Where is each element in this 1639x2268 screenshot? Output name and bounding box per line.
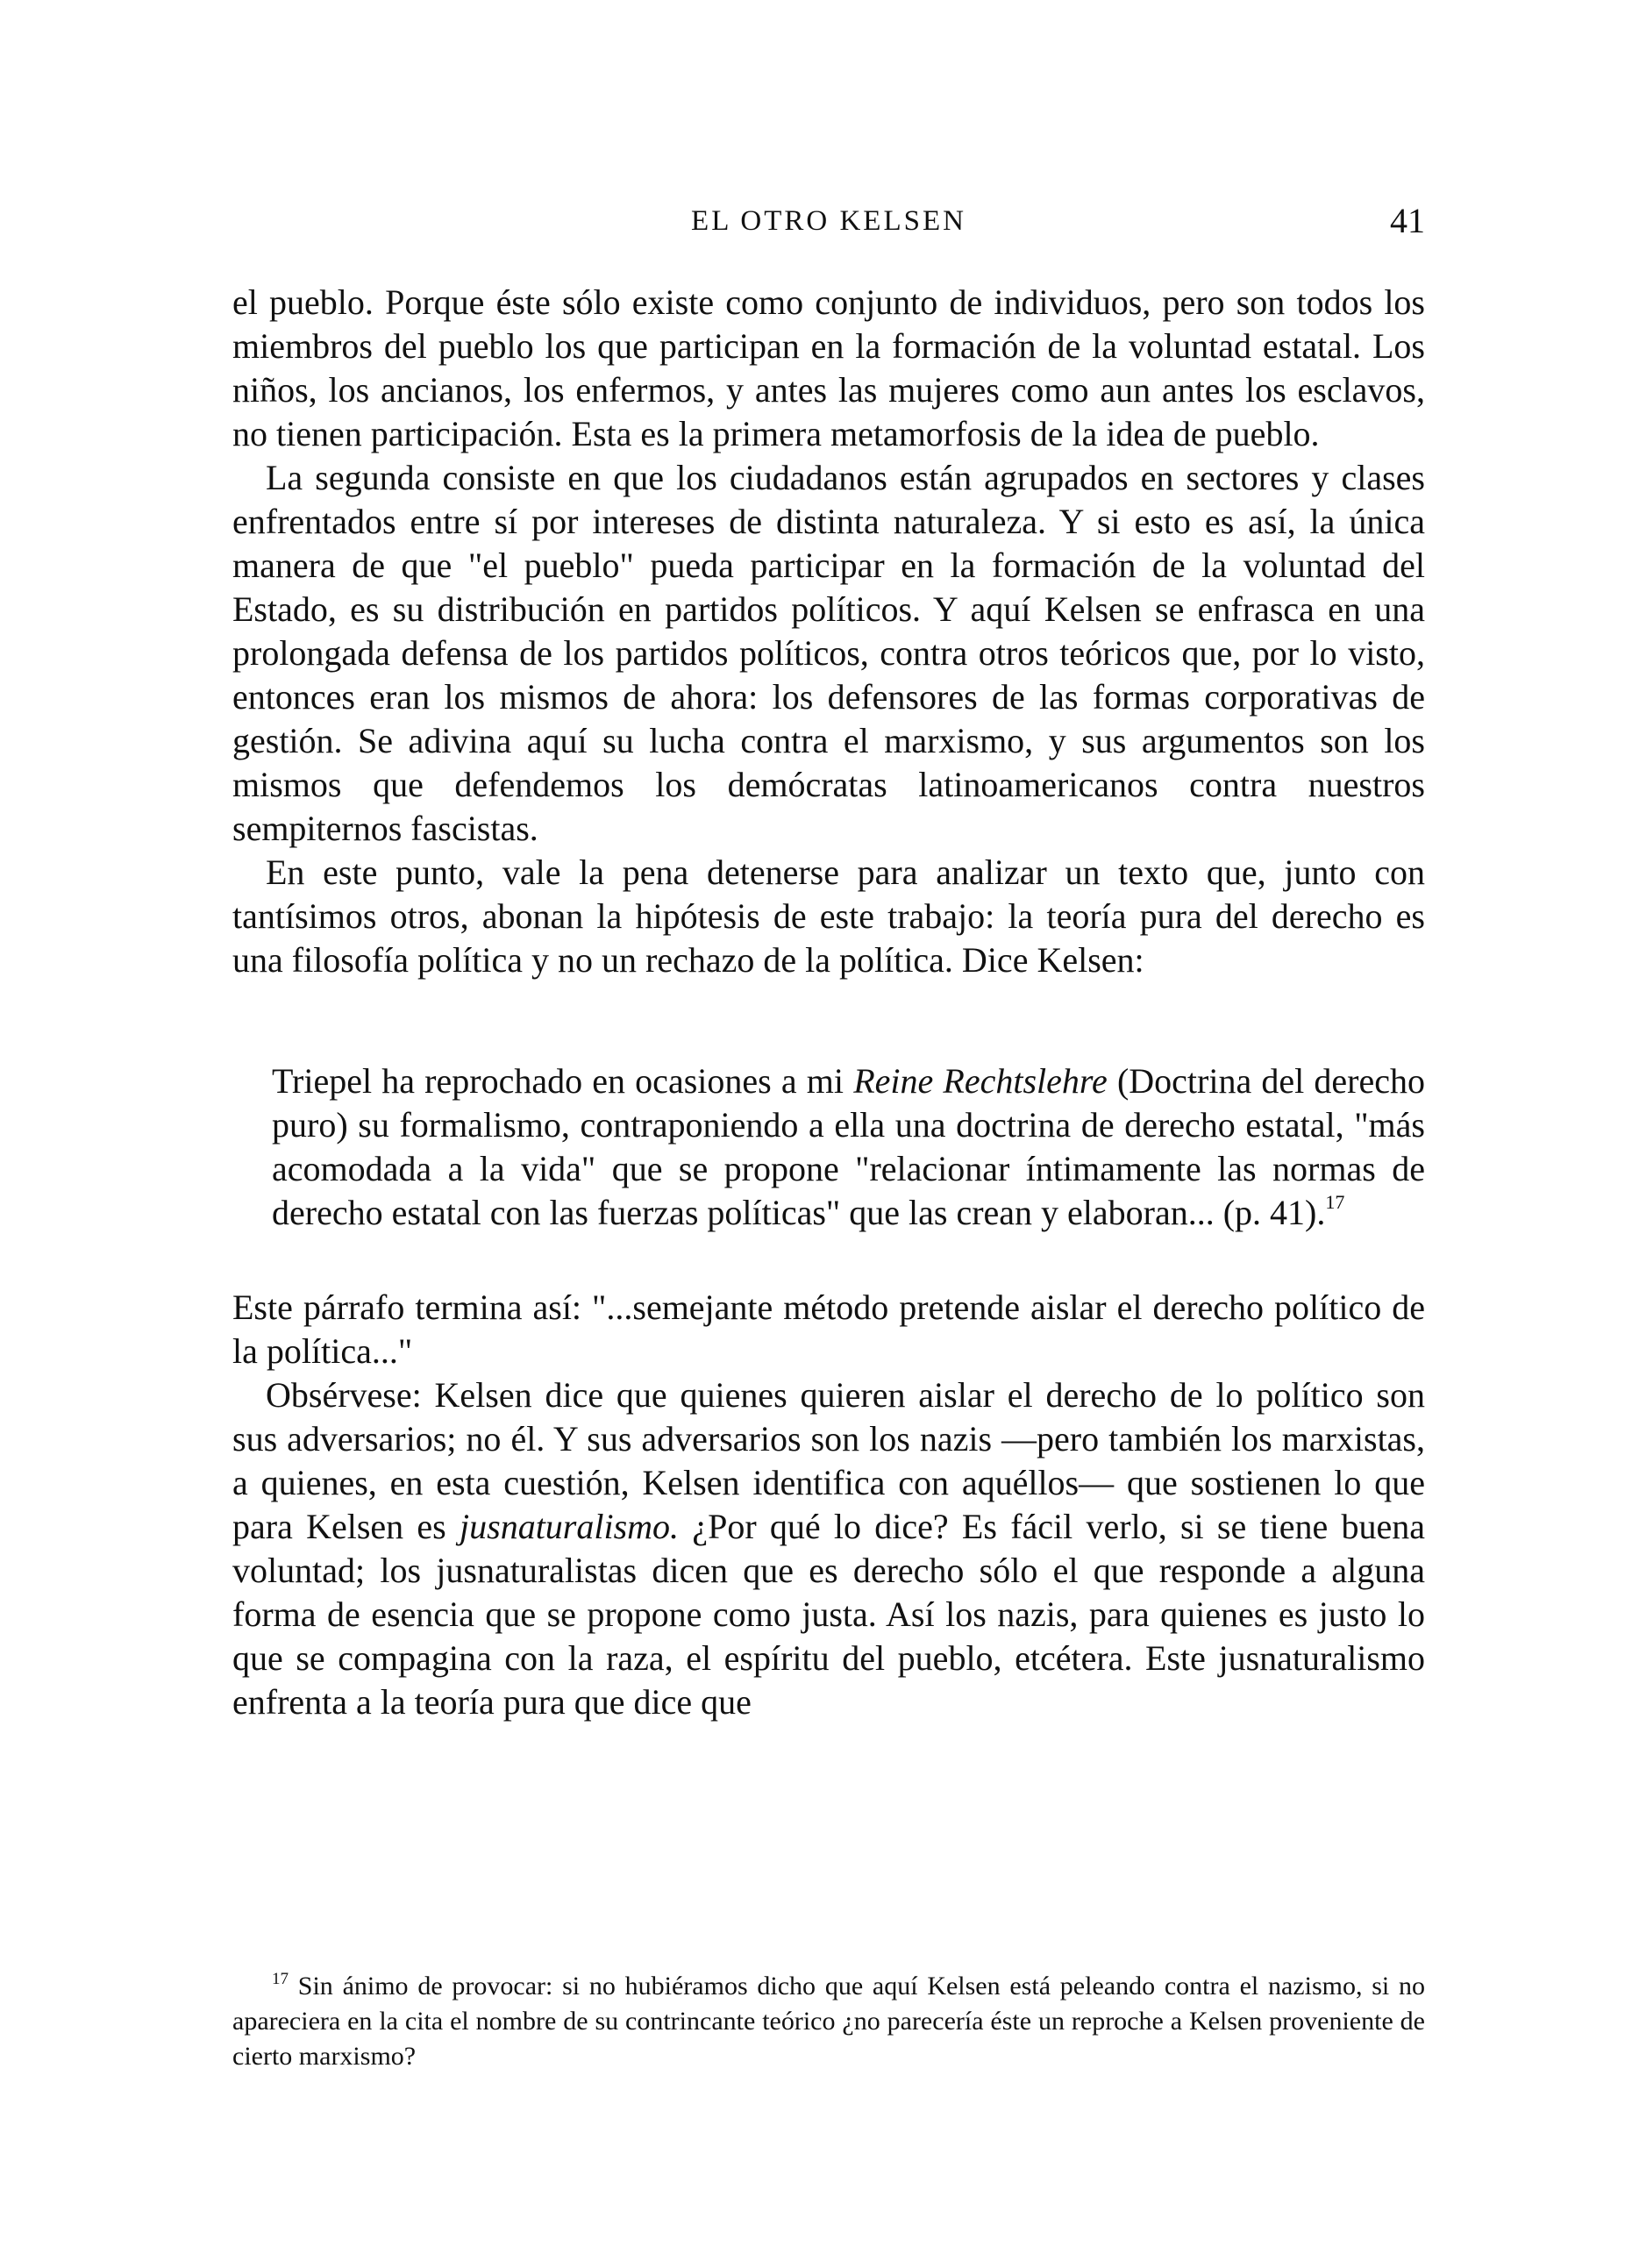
paragraph-5-start: Obsérvese: Kelsen dice que quienes quieren aislar el derecho de lo político son sus adversarios; no él. Y sus adversarios son los nazis —pero también los marxistas, a quienes, en esta cuestión, Kelsen identifica con aquéllos— que sostienen lo que para Kelsen es (232, 1375, 1425, 1546)
quote-book-title: Reine Rechtslehre (853, 1061, 1108, 1101)
page-number: 41 (1390, 201, 1425, 240)
main-text (232, 281, 1425, 1724)
paragraph-5 (232, 1373, 1425, 1724)
footnote-number: 17 (272, 1970, 289, 1988)
footnote-reference[interactable]: 17 (1325, 1191, 1345, 1213)
paragraph-1: el pueblo. Porque éste sólo existe como conjunto de individuos, pero son todos los miembros del pueblo los que participan en la formación de la voluntad estatal. Los niños, los ancianos, los enfermos, y antes las mujeres como aun antes los esclavos, no tienen participación. Esta es la primera metamorfosis de la idea de pueblo. (232, 282, 1425, 453)
paragraph-3: En este punto, vale la pena detenerse para analizar un texto que, junto con tantísimos otros, abonan la hipótesis de este trabajo: la teoría pura del derecho es una filosofía política y no un rechazo de la política. Dice Kelsen: (232, 852, 1425, 980)
paragraph-5-end: ¿Por qué lo dice? Es fácil verlo, si se tiene buena voluntad; los jusnaturalistas dicen que es derecho sólo el que responde a alguna forma de esencia que se propone como justa. Así los nazis, para quienes es justo lo que se compagina con la raza, el espíritu del pueblo, etcétera. Este jusnaturalismo enfrenta a la teoría pura que dice que (232, 1507, 1425, 1722)
quote-text-end: (Doctrina del derecho puro) su formalismo, contraponiendo a ella una doctrina de derecho estatal, "más acomodada a la vida" que se propone "relacionar íntimamente las normas de derecho estatal con las fuerzas políticas" que las crean y elaboran... (p. 41). (272, 1061, 1425, 1232)
paragraph-5-italic-term: jusnaturalismo. (460, 1507, 680, 1546)
footnote (232, 1969, 1425, 2074)
footnote-text: Sin ánimo de provocar: si no hubiéramos dicho que aquí Kelsen está peleando contra el nazismo, si no apareciera en la cita el nombre de su contrincante teórico ¿no parecería éste un reproche a Kelsen proveniente de cierto marxismo? (232, 1972, 1426, 2071)
block-quote (272, 1059, 1425, 1235)
running-title: EL OTRO KELSEN (691, 205, 966, 237)
paragraph-4: Este párrafo termina así: "...semejante método pretende aislar el derecho político de la política..." (232, 1287, 1425, 1371)
quote-text-start: Triepel ha reprochado en ocasiones a mi (272, 1061, 854, 1101)
paragraph-2: La segunda consiste en que los ciudadanos están agrupados en sectores y clases enfrentados entre sí por intereses de distinta naturaleza. Y si esto es así, la única manera de que "el pueblo" pueda participar en la formación de la voluntad del Estado, es su distribución en partidos políticos. Y aquí Kelsen se enfrasca en una prolongada defensa de los partidos políticos, contra otros teóricos que, por lo visto, entonces eran los mismos de ahora: los defensores de las formas corporativas de gestión. Se adivina aquí su lucha contra el marxismo, y sus argumentos son los mismos que defendemos los demócratas latinoamericanos contra nuestros sempiternos fascistas. (232, 458, 1425, 848)
running-head (232, 200, 1425, 253)
